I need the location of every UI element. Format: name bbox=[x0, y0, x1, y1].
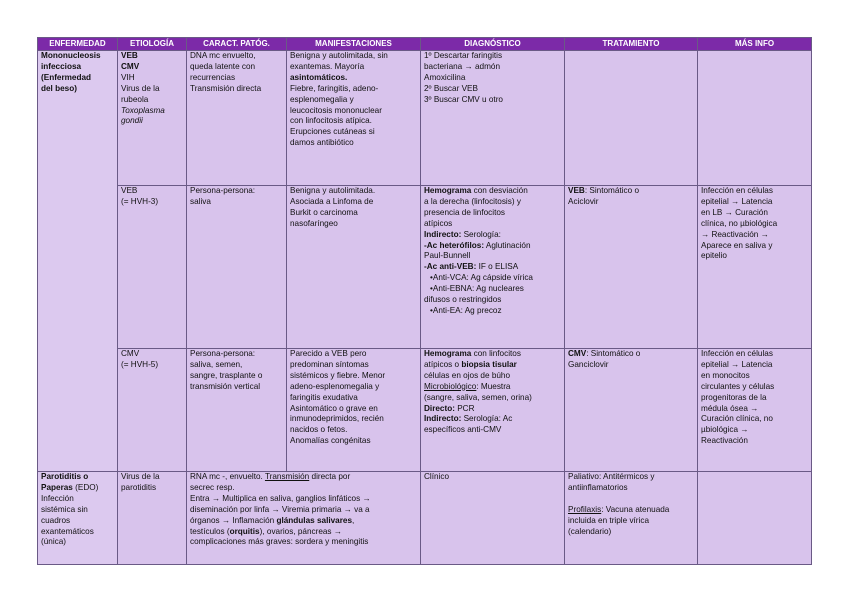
diag-line: •Anti-EA: Ag precoz bbox=[430, 305, 502, 315]
etiologia-line: rubeola bbox=[121, 94, 149, 104]
patog-line: Transmisión directa bbox=[190, 83, 262, 93]
manif-line: Anomalías congénitas bbox=[290, 436, 371, 446]
disease-name: (Enfermedad bbox=[41, 72, 92, 82]
diag-line: Clínico bbox=[424, 472, 450, 481]
diag-cell bbox=[421, 472, 565, 565]
header-mas-info: MÁS INFO bbox=[698, 38, 812, 51]
header-diagnostico: DIAGNÓSTICO bbox=[421, 38, 565, 51]
disease-table bbox=[37, 37, 812, 565]
info-cell bbox=[698, 472, 812, 565]
diag-text: Serología: Ac bbox=[461, 414, 513, 424]
etiologia-cell bbox=[118, 472, 187, 565]
diag-text: con linfocitos bbox=[471, 349, 521, 358]
diag-line: células en ojos de búho bbox=[424, 370, 511, 380]
manif-line: exantemas. Mayoría bbox=[290, 61, 365, 71]
manif-cell bbox=[287, 186, 421, 349]
diag-line bbox=[424, 241, 561, 252]
manif-line: asintomáticos. bbox=[290, 72, 348, 82]
patog-line: saliva, semen, bbox=[190, 359, 243, 369]
trat-cell bbox=[565, 472, 698, 565]
info-line: Infección en células bbox=[701, 186, 773, 195]
header-enfermedad: ENFERMEDAD bbox=[38, 38, 118, 51]
trat-text: : Sintomático o bbox=[584, 186, 639, 195]
diag-line: difusos o restringidos bbox=[424, 295, 502, 305]
patog-manif-cell bbox=[187, 472, 421, 565]
patog-line: DNA mc envuelto, bbox=[190, 51, 256, 60]
disease-name: infecciosa bbox=[41, 61, 82, 71]
diag-bold: Directo: bbox=[424, 403, 455, 413]
patog-line bbox=[190, 527, 417, 538]
diag-line bbox=[424, 262, 561, 273]
disease-cell-parotiditis bbox=[38, 472, 118, 565]
info-cell bbox=[698, 349, 812, 472]
patog-line: Persona-persona: bbox=[190, 186, 256, 195]
patog-line: complicaciones más graves: sordera y meningitis bbox=[190, 537, 369, 547]
trat-line: antiinflamatorios bbox=[568, 482, 628, 492]
patog-line: sangre, trasplante o bbox=[190, 370, 263, 380]
trat-text: : Vacuna atenuada bbox=[601, 504, 670, 514]
manif-line: con linfocitosis atípica. bbox=[290, 116, 372, 126]
info-cell bbox=[698, 186, 812, 349]
disease-name bbox=[41, 483, 114, 494]
diag-text: con desviación bbox=[471, 186, 528, 195]
trat-underline: Profilaxis bbox=[568, 504, 602, 514]
patog-text: testículos ( bbox=[190, 526, 230, 536]
diag-line bbox=[424, 349, 561, 360]
trat-line bbox=[568, 349, 694, 360]
table-row bbox=[38, 472, 812, 565]
patog-cell bbox=[187, 349, 287, 472]
diag-cell bbox=[421, 186, 565, 349]
manif-line: nasofaríngeo bbox=[290, 218, 338, 228]
etiologia-cell bbox=[118, 51, 187, 186]
disease-desc: cuadros bbox=[41, 515, 71, 525]
patog-line: secrec resp. bbox=[190, 482, 235, 492]
diag-line bbox=[424, 360, 561, 371]
manif-line: damos antibiótico bbox=[290, 138, 354, 148]
trat-line: incluida en triple vírica bbox=[568, 515, 650, 525]
diag-line bbox=[424, 414, 561, 425]
disease-name-rest: (EDO) bbox=[72, 482, 99, 492]
diag-underline: Microbiológico bbox=[424, 381, 477, 391]
info-line: Aparece en saliva y bbox=[701, 240, 773, 250]
etiologia-line: Toxoplasma bbox=[121, 105, 165, 115]
patog-text: RNA mc -, envuelto. bbox=[190, 472, 265, 481]
table-row bbox=[38, 349, 812, 472]
diag-bold: Indirecto: bbox=[424, 229, 462, 239]
patog-line bbox=[190, 472, 417, 483]
diag-line: específicos anti-CMV bbox=[424, 425, 502, 435]
etiologia-line: Virus de la bbox=[121, 83, 160, 93]
info-line: epitelio bbox=[701, 251, 727, 261]
patog-text: ), ovarios, páncreas → bbox=[259, 526, 342, 536]
disease-desc: (única) bbox=[41, 537, 67, 547]
diag-line: 1º Descartar faringitis bbox=[424, 51, 503, 60]
disease-name: del beso) bbox=[41, 83, 77, 93]
diag-cell bbox=[421, 349, 565, 472]
etiologia-line: VEB bbox=[121, 186, 138, 195]
manif-line: nacidos o fetos. bbox=[290, 425, 348, 435]
diag-line: presencia de linfocitos bbox=[424, 207, 506, 217]
disease-desc: Infección bbox=[41, 493, 74, 503]
diag-bold: biopsia tisular bbox=[461, 359, 517, 369]
patog-cell bbox=[187, 186, 287, 349]
manif-line: adeno-esplenomegalia y bbox=[290, 381, 380, 391]
diag-line bbox=[424, 186, 561, 197]
diag-line: a la derecha (linfocitosis) y bbox=[424, 196, 521, 206]
manif-line: sistémicos y fiebre. Menor bbox=[290, 370, 386, 380]
manif-line: Asintomático o grave en bbox=[290, 403, 378, 413]
info-line: Curación clínica, no bbox=[701, 414, 773, 424]
disease-cell-mononucleosis bbox=[38, 51, 118, 472]
manif-line: Burkit o carcinoma bbox=[290, 207, 358, 217]
patog-line: Persona-persona: bbox=[190, 349, 256, 358]
etiologia-line: parotiditis bbox=[121, 482, 157, 492]
diag-line: •Anti-EBNA: Ag nucleares bbox=[430, 284, 524, 294]
info-line: médula ósea → bbox=[701, 403, 759, 413]
diag-line: Amoxicilina bbox=[424, 72, 466, 82]
trat-line bbox=[568, 186, 694, 197]
table-row bbox=[38, 51, 812, 186]
diag-cell bbox=[421, 51, 565, 186]
patog-line: queda latente con bbox=[190, 61, 256, 71]
manif-line: inmunodeprimidos, recién bbox=[290, 414, 384, 424]
diag-line bbox=[424, 404, 561, 415]
header-manifestaciones: MANIFESTACIONES bbox=[287, 38, 421, 51]
patog-line: Entra → Multiplica en saliva, ganglios linfáticos → bbox=[190, 493, 371, 503]
info-line: epitelial → Latencia bbox=[701, 196, 773, 206]
manif-line: leucocitosis mononuclear bbox=[290, 105, 382, 115]
diag-line bbox=[424, 230, 561, 241]
trat-cell bbox=[565, 51, 698, 186]
trat-bold: CMV bbox=[568, 349, 587, 358]
etiologia-line: (= HVH-3) bbox=[121, 196, 159, 206]
header-etiologia: ETIOLOGÍA bbox=[118, 38, 187, 51]
disease-name: Mononucleosis bbox=[41, 51, 101, 60]
info-cell bbox=[698, 51, 812, 186]
diag-text: atípicos o bbox=[424, 359, 462, 369]
patog-line: saliva bbox=[190, 196, 211, 206]
patog-cell bbox=[187, 51, 287, 186]
patog-underline: Transmisión bbox=[264, 472, 310, 481]
patog-line: diseminación por linfa → Viremia primaria → va a bbox=[190, 504, 370, 514]
manif-cell bbox=[287, 349, 421, 472]
disease-desc: sistémica sin bbox=[41, 504, 88, 514]
etiologia-line: CMV bbox=[121, 61, 140, 71]
etiologia-line: gondii bbox=[121, 116, 143, 126]
info-line: progenitoras de la bbox=[701, 392, 767, 402]
disease-name-bold: Paperas bbox=[41, 482, 73, 492]
info-line: → Reactivación → bbox=[701, 229, 769, 239]
patog-bold: orquitis bbox=[229, 526, 260, 536]
manif-line: predominan síntomas bbox=[290, 359, 369, 369]
diag-line: atípicos bbox=[424, 218, 453, 228]
info-line: circulantes y células bbox=[701, 381, 775, 391]
etiologia-cell bbox=[118, 186, 187, 349]
header-caract-patog: CARACT. PATÓG. bbox=[187, 38, 287, 51]
trat-cell bbox=[565, 349, 698, 472]
manif-line: esplenomegalia y bbox=[290, 94, 354, 104]
trat-line: Ganciclovir bbox=[568, 359, 609, 369]
manif-line: Parecido a VEB pero bbox=[290, 349, 367, 358]
trat-line bbox=[568, 505, 694, 516]
table-row bbox=[38, 186, 812, 349]
diag-line: •Anti-VCA: Ag cápside vírica bbox=[430, 273, 533, 283]
trat-spacer bbox=[568, 494, 694, 505]
patog-line bbox=[190, 516, 417, 527]
diag-bold: -Ac anti-VEB: bbox=[424, 262, 477, 272]
patog-bold: glándulas salivares bbox=[276, 515, 353, 525]
etiologia-line: CMV bbox=[121, 349, 140, 358]
manif-line: Asociada a Linfoma de bbox=[290, 196, 374, 206]
trat-line: (calendario) bbox=[568, 526, 612, 536]
trat-cell bbox=[565, 186, 698, 349]
diag-text: Serología: bbox=[461, 229, 501, 239]
diag-bold: Hemograma bbox=[424, 349, 472, 358]
diag-text: PCR bbox=[454, 403, 475, 413]
diag-line: 3º Buscar CMV u otro bbox=[424, 94, 503, 104]
manif-line: Fiebre, faringitis, adeno- bbox=[290, 83, 379, 93]
diag-bold: -Ac heterófilos: bbox=[424, 240, 485, 250]
trat-line: Paliativo: Antitérmicos y bbox=[568, 472, 655, 481]
trat-bold: VEB bbox=[568, 186, 585, 195]
info-line: epitelial → Latencia bbox=[701, 359, 773, 369]
info-line: Reactivación bbox=[701, 436, 748, 446]
diag-text: Aglutinación bbox=[484, 240, 531, 250]
info-line: Infección en células bbox=[701, 349, 773, 358]
diag-line bbox=[424, 382, 561, 393]
etiologia-line: Virus de la bbox=[121, 472, 160, 481]
patog-line: transmisión vertical bbox=[190, 381, 261, 391]
manif-line: faringitis exudativa bbox=[290, 392, 358, 402]
diag-text: : Muestra bbox=[476, 381, 511, 391]
diag-line: (sangre, saliva, semen, orina) bbox=[424, 392, 532, 402]
patog-text: directa por bbox=[309, 472, 351, 481]
manif-line: Erupciones cutáneas si bbox=[290, 127, 375, 137]
info-line: en LB → Curación bbox=[701, 207, 768, 217]
info-line: en monocitos bbox=[701, 370, 750, 380]
diag-text: IF o ELISA bbox=[476, 262, 519, 272]
patog-line: recurrencias bbox=[190, 72, 236, 82]
info-line: clínica, no µbiológica bbox=[701, 218, 778, 228]
manif-line: Benigna y autolimitada, sin bbox=[290, 51, 388, 60]
etiologia-line: VEB bbox=[121, 51, 138, 60]
manif-cell bbox=[287, 51, 421, 186]
trat-text: : Sintomático o bbox=[586, 349, 641, 358]
trat-line: Aciclovir bbox=[568, 196, 599, 206]
patog-text: órganos → Inflamación bbox=[190, 515, 277, 525]
diag-bold: Indirecto: bbox=[424, 414, 462, 424]
info-line: µbiológica → bbox=[701, 425, 749, 435]
manif-line: Benigna y autolimitada. bbox=[290, 186, 376, 195]
etiologia-cell bbox=[118, 349, 187, 472]
disease-name: Parotiditis o bbox=[41, 472, 89, 481]
diag-line: bacteriana → admón bbox=[424, 61, 501, 71]
header-tratamiento: TRATAMIENTO bbox=[565, 38, 698, 51]
diag-line: 2º Buscar VEB bbox=[424, 83, 478, 93]
header-row bbox=[38, 38, 812, 51]
etiologia-line: (= HVH-5) bbox=[121, 359, 159, 369]
etiologia-line: VIH bbox=[121, 72, 135, 82]
diag-bold: Hemograma bbox=[424, 186, 472, 195]
disease-desc: exantemáticos bbox=[41, 526, 94, 536]
patog-text: , bbox=[352, 515, 355, 525]
diag-line: Paul-Bunnell bbox=[424, 251, 471, 261]
